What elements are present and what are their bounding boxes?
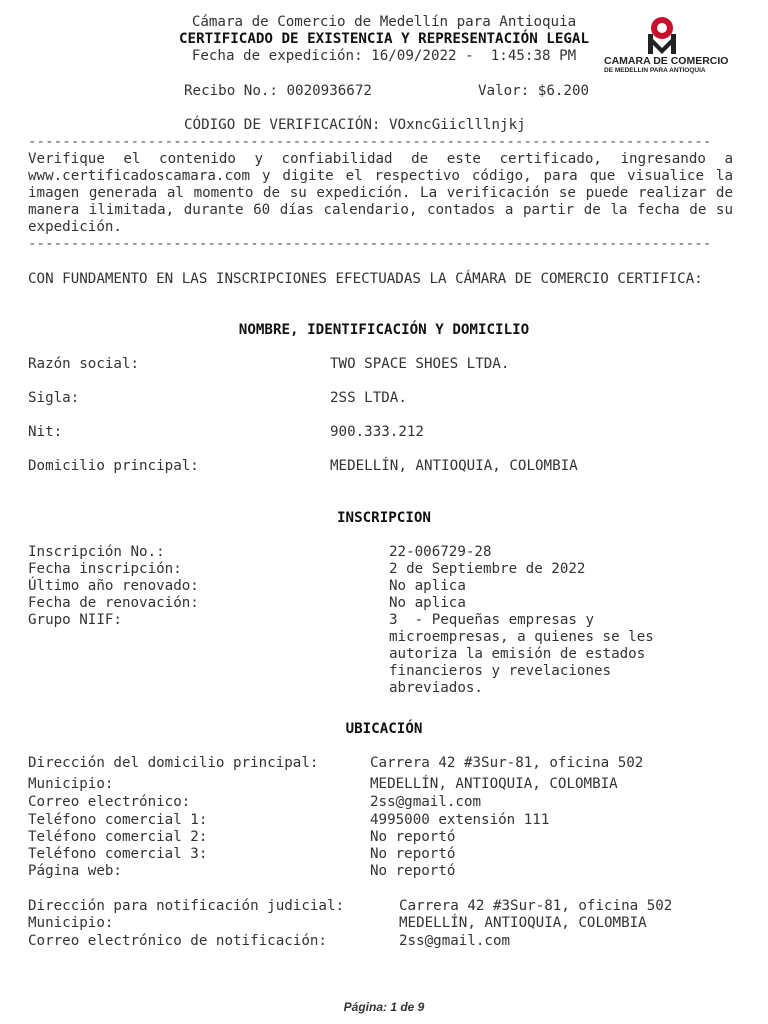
judicial-address-label: Dirección para notificación judicial:: [28, 898, 345, 914]
page-number: Página: 1 de 9: [343, 1000, 425, 1014]
municipality-value: MEDELLÍN, ANTIOQUIA, COLOMBIA: [370, 776, 618, 792]
nit-value: 900.333.212: [330, 424, 424, 440]
inscription-number-value: 22-006729-28: [389, 544, 492, 560]
receipt-value: Valor: $6.200: [478, 83, 590, 99]
website-label: Página web:: [28, 863, 122, 879]
main-address-value: Carrera 42 #3Sur-81, oficina 502: [370, 755, 644, 771]
logo-line-2: DE MEDELLIN PARA ANTIOQUIA: [604, 67, 706, 74]
phone-1-value: 4995000 extensión 111: [370, 812, 550, 828]
website-value: No reportó: [370, 863, 456, 879]
logo-line-1: CAMARA DE COMERCIO: [604, 55, 729, 67]
judicial-municipality-label: Municipio:: [28, 915, 114, 931]
inscription-date-label: Fecha inscripción:: [28, 561, 182, 577]
issuer-name: Cámara de Comercio de Medellín para Antioquia: [191, 14, 577, 30]
last-renewal-year-value: No aplica: [389, 578, 466, 594]
phone-3-value: No reportó: [370, 846, 456, 862]
phone-2-label: Teléfono comercial 2:: [28, 829, 208, 845]
notification-email-label: Correo electrónico de notificación:: [28, 933, 327, 949]
judicial-address-value: Carrera 42 #3Sur-81, oficina 502: [399, 898, 673, 914]
separator-top: --------------------------------------------------------------------------------: [28, 134, 712, 150]
email-value: 2ss@gmail.com: [370, 794, 482, 810]
document-title: CERTIFICADO DE EXISTENCIA Y REPRESENTACIÓN LEGAL: [179, 31, 589, 47]
receipt-number: Recibo No.: 0020936672: [184, 83, 372, 99]
inscription-number-label: Inscripción No.:: [28, 544, 165, 560]
municipality-label: Municipio:: [28, 776, 114, 792]
inscription-date-value: 2 de Septiembre de 2022: [389, 561, 586, 577]
phone-3-label: Teléfono comercial 3:: [28, 846, 208, 862]
separator-bottom: --------------------------------------------------------------------------------: [28, 236, 712, 252]
phone-2-value: No reportó: [370, 829, 456, 845]
main-domicile-label: Domicilio principal:: [28, 458, 199, 474]
issue-date: Fecha de expedición: 16/09/2022 - 1:45:38 PM: [191, 48, 577, 64]
section-heading-identification: NOMBRE, IDENTIFICACIÓN Y DOMICILIO: [238, 322, 530, 338]
section-heading-inscription: INSCRIPCION: [337, 510, 431, 526]
niif-group-value: 3 - Pequeñas empresas y microempresas, a quienes se les autoriza la emisión de estados financieros y revelaciones abreviados.: [389, 612, 654, 696]
section-heading-location: UBICACIÓN: [345, 721, 423, 737]
acronym-label: Sigla:: [28, 390, 80, 406]
phone-1-label: Teléfono comercial 1:: [28, 812, 208, 828]
main-address-label: Dirección del domicilio principal:: [28, 755, 319, 771]
nit-label: Nit:: [28, 424, 63, 440]
last-renewal-year-label: Último año renovado:: [28, 578, 199, 594]
company-name-label: Razón social:: [28, 356, 140, 372]
certification-intro: CON FUNDAMENTO EN LAS INSCRIPCIONES EFECTUADAS LA CÁMARA DE COMERCIO CERTIFICA:: [28, 271, 703, 287]
judicial-municipality-value: MEDELLÍN, ANTIOQUIA, COLOMBIA: [399, 915, 647, 931]
verification-code: CÓDIGO DE VERIFICACIÓN: VOxncGiiclllnjkj: [184, 117, 526, 133]
verification-notice: Verifique el contenido y confiabilidad de este certificado, ingresando a www.certificadoscamara.com y digite el respectivo código, para que visualice la imagen generada al momento de su expedición. La verificación se puede realizar de manera ilimitada, durante 60 días calendario, contados a partir de la fecha de su expedición.: [28, 151, 733, 235]
acronym-value: 2SS LTDA.: [330, 390, 407, 406]
niif-group-label: Grupo NIIF:: [28, 612, 122, 628]
renewal-date-value: No aplica: [389, 595, 466, 611]
main-domicile-value: MEDELLÍN, ANTIOQUIA, COLOMBIA: [330, 458, 578, 474]
renewal-date-label: Fecha de renovación:: [28, 595, 199, 611]
notification-email-value: 2ss@gmail.com: [399, 933, 511, 949]
company-name-value: TWO SPACE SHOES LTDA.: [330, 356, 510, 372]
email-label: Correo electrónico:: [28, 794, 191, 810]
